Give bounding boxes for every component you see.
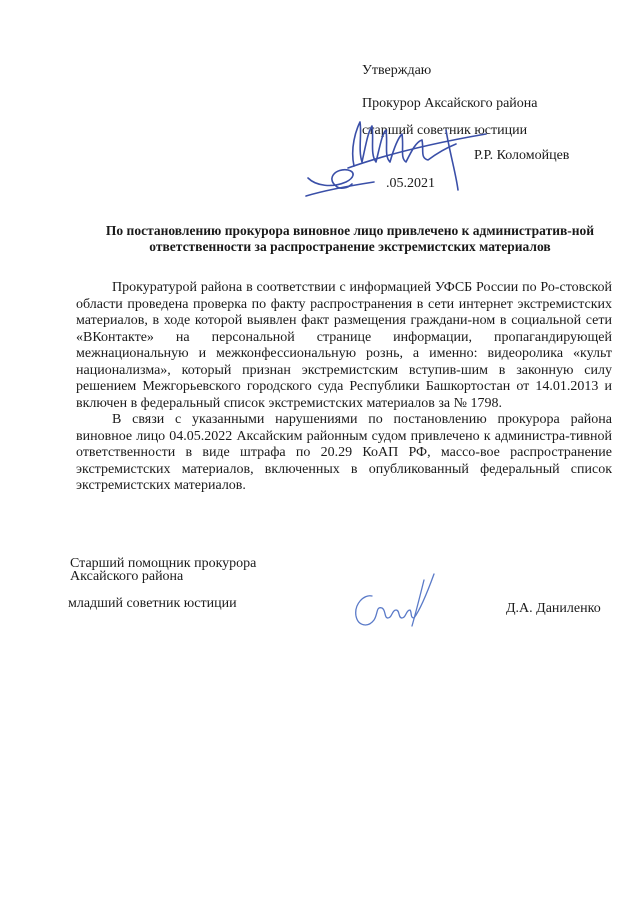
approval-date: .05.2021 [386,176,435,191]
signer-name: Д.А. Даниленко [506,601,601,616]
signer-position-line2: Аксайского района [70,569,184,584]
signer-position-line1: Старший помощник прокурора [70,556,257,571]
approval-position: Прокурор Аксайского района [362,96,538,111]
approval-name: Р.Р. Коломойцев [474,148,570,163]
signer-rank: младший советник юстиции [68,596,237,611]
document-title: По постановлению прокурора виновное лицо привлечено к административ-ной ответственности за распространение экстремистских материалов [105,223,595,254]
approval-rank: старший советник юстиции [362,123,528,138]
body-paragraph: В связи с указанными нарушениями по постановлению прокурора района виновное лицо 04.05.2022 Аксайским районным судом привлечено к администра-тивной ответственности в виде штрафа по 20.29 КоАП РФ, массо-вое распространение экстремистских материалов, включенных в опубликованный федеральный список экстремистских материалов. [76,412,612,493]
approval-label: Утверждаю [362,63,432,78]
assistant-signature [346,566,446,638]
document-body [76,280,612,495]
prosecutor-signature [296,104,492,208]
body-paragraph: Прокуратурой района в соответствии с информацией УФСБ России по Ро-стовской области проведена проверка по факту распространения в сети интернет экстремистских материалов, в ходе которой выявлен факт размещения граждани-ном в социальной сети «ВКонтакте» на персональной странице информации, пропагандирующей межнациональную и межконфессиональную рознь, а именно: видеоролика «культ национализма», который признан экстремистским вступив-шим в законную силу решением Межгорьевского городского суда Республики Башкортостан от 14.01.2013 и включен в федеральный список экстремистских материалов за № 1798. [76,280,612,411]
